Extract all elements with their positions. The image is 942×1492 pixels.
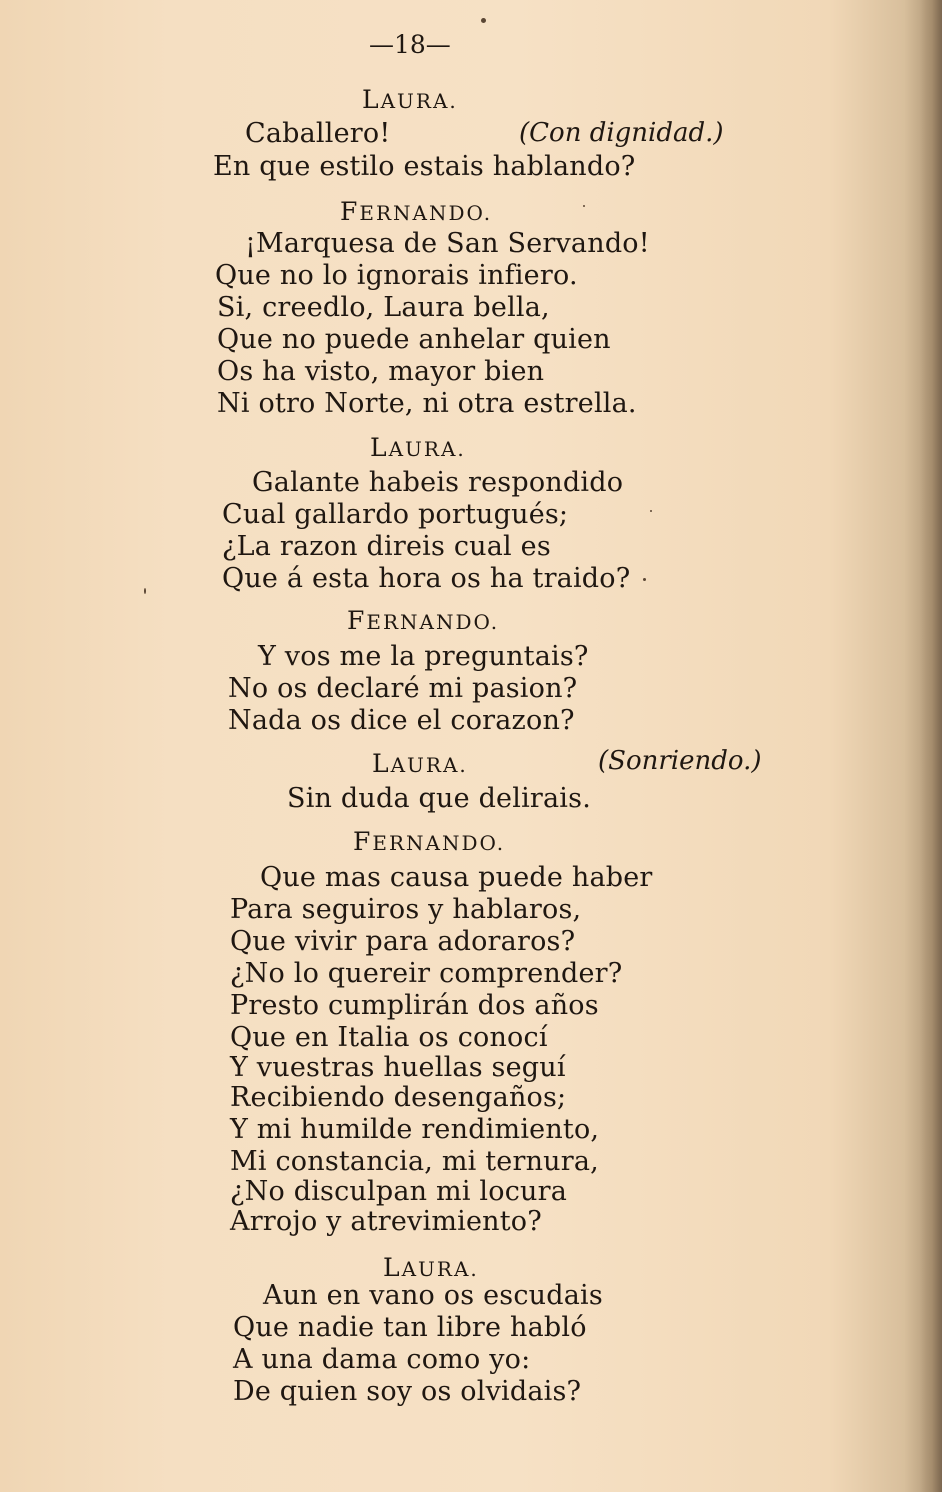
verse-line: Que no lo ignorais infiero. — [215, 260, 578, 291]
verse-line: Galante habeis respondido — [252, 467, 624, 498]
verse-line: Ni otro Norte, ni otra estrella. — [217, 388, 637, 419]
verse-line: Os ha visto, mayor bien — [217, 356, 545, 387]
verse-line: Nada os dice el corazon? — [228, 705, 575, 736]
verse-line: Caballero! — [245, 118, 391, 149]
speaker-name: LAURA. — [370, 433, 466, 462]
verse-line: Y vuestras huellas seguí — [230, 1052, 566, 1083]
verse-line: De quien soy os olvidais? — [233, 1376, 582, 1407]
speaker-name: LAURA. — [362, 85, 458, 114]
verse-line: Mi constancia, mi ternura, — [230, 1146, 599, 1177]
verse-line: Y mi humilde rendimiento, — [230, 1114, 600, 1145]
verse-line: Si, creedlo, Laura bella, — [217, 292, 550, 323]
paper-speck — [650, 510, 652, 512]
stage-direction: (Sonriendo.) — [598, 746, 762, 776]
verse-line: Que nadie tan libre habló — [233, 1312, 587, 1343]
verse-line: Cual gallardo portugués; — [222, 499, 569, 530]
speaker-name: FERNANDO. — [347, 606, 500, 635]
paper-speck — [583, 205, 585, 207]
verse-line: Que mas causa puede haber — [260, 862, 653, 893]
verse-line: Que á esta hora os ha traido? — [222, 563, 631, 594]
page-number: —18— — [369, 30, 451, 59]
verse-line: Presto cumplirán dos años — [230, 990, 599, 1021]
speaker-name: FERNANDO. — [340, 197, 493, 226]
paper-speck — [144, 588, 146, 594]
verse-line: ¿No disculpan mi locura — [230, 1176, 568, 1207]
verse-line: No os declaré mi pasion? — [228, 673, 578, 704]
paper-speck — [481, 18, 486, 23]
verse-line: ¿La razon direis cual es — [222, 531, 551, 562]
verse-line: A una dama como yo: — [233, 1344, 531, 1375]
paper-speck — [643, 578, 646, 581]
verse-line: Para seguiros y hablaros, — [230, 894, 582, 925]
verse-line: ¡Marquesa de San Servando! — [245, 228, 650, 259]
verse-line: Y vos me la preguntais? — [258, 641, 589, 672]
speaker-name: FERNANDO. — [353, 827, 506, 856]
verse-line: Que en Italia os conocí — [230, 1022, 548, 1053]
stage-direction: (Con dignidad.) — [519, 118, 724, 148]
page-edge-shadow — [920, 0, 942, 1492]
verse-line: ¿No lo quereir comprender? — [230, 958, 623, 989]
verse-line: En que estilo estais hablando? — [213, 151, 636, 182]
verse-line: Recibiendo desengaños; — [230, 1082, 567, 1113]
speaker-name: LAURA. — [383, 1253, 479, 1282]
verse-line: Arrojo y atrevimiento? — [230, 1206, 542, 1237]
verse-line: Aun en vano os escudais — [263, 1280, 603, 1311]
speaker-name: LAURA. — [372, 749, 468, 778]
verse-line: Sin duda que delirais. — [287, 783, 591, 814]
verse-line: Que no puede anhelar quien — [217, 324, 611, 355]
verse-line: Que vivir para adoraros? — [230, 926, 576, 957]
